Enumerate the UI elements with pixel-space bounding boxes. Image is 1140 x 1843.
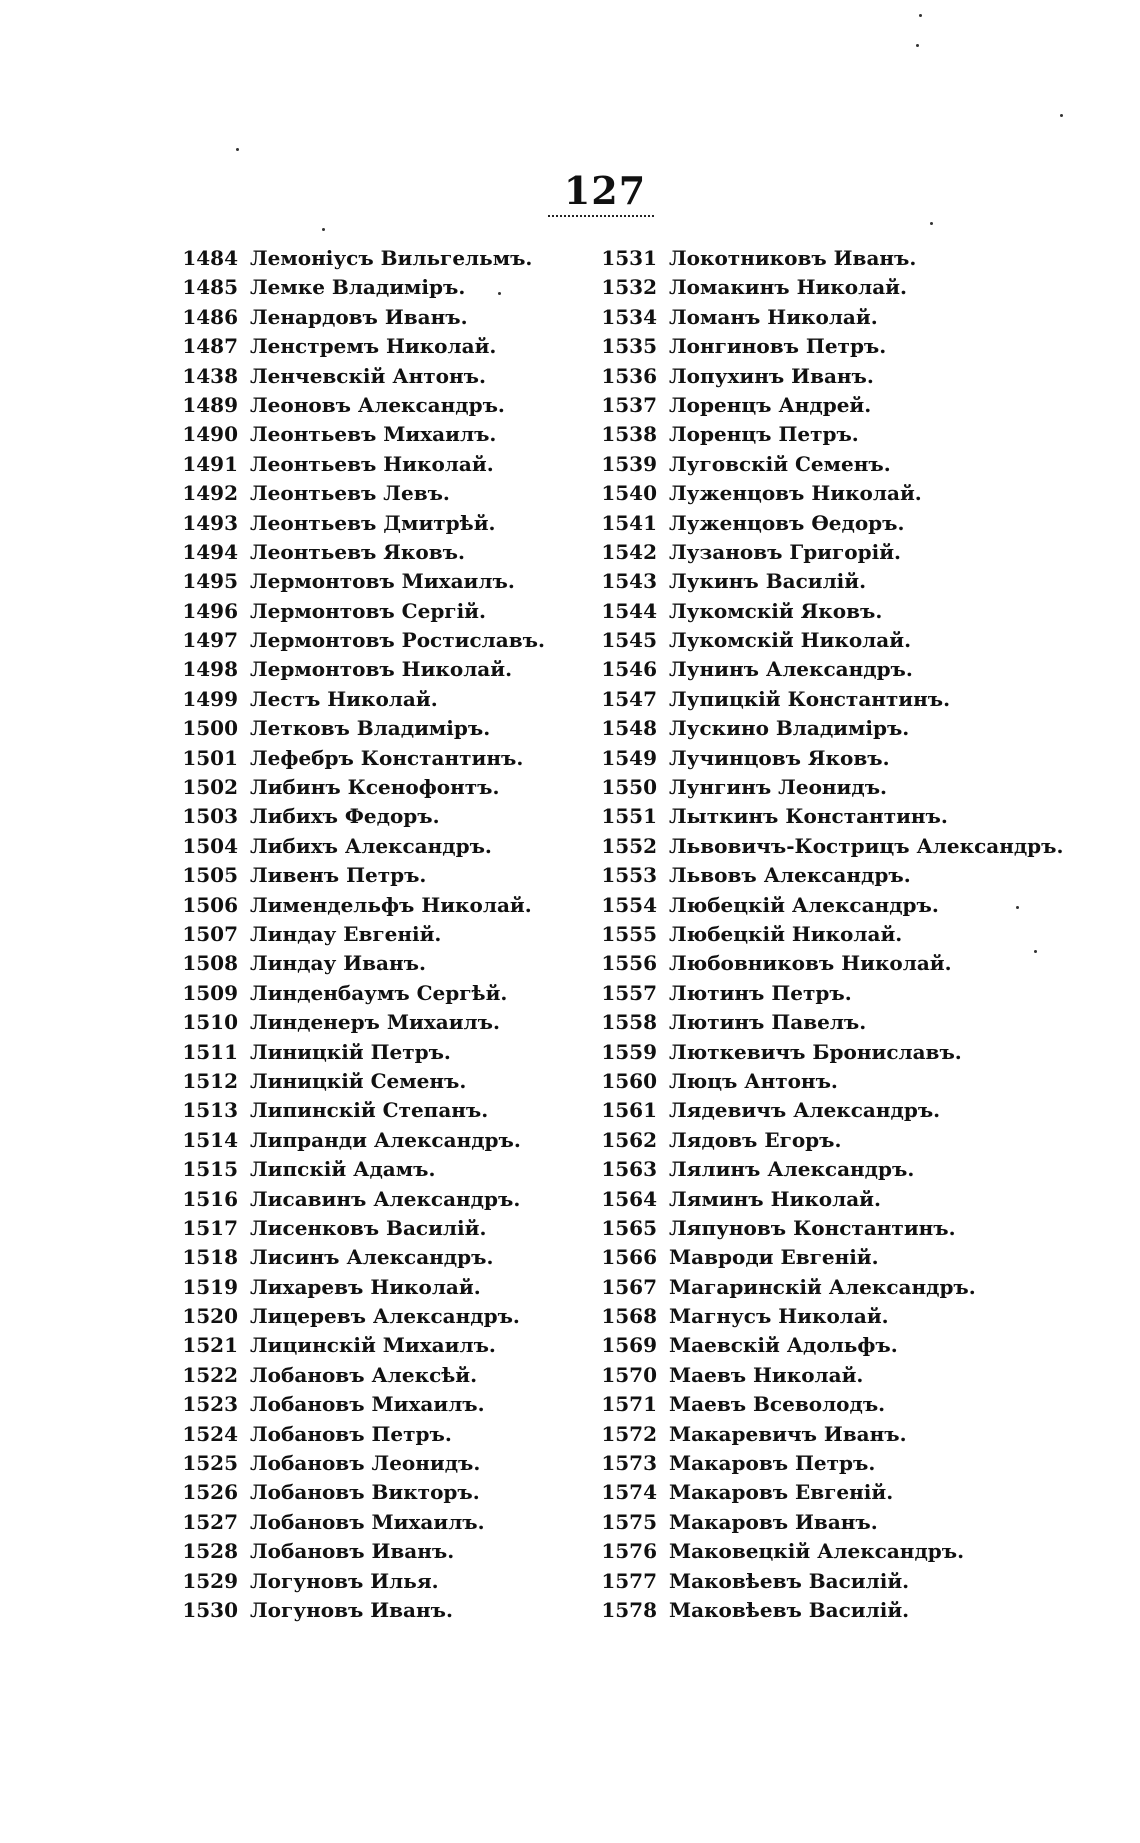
entry-name: Макаровъ Евгеній. <box>669 1480 894 1505</box>
print-speck <box>919 14 922 17</box>
entry-name: Лукинъ Василій. <box>669 569 867 594</box>
list-entry <box>178 1567 545 1596</box>
entry-number: 1539 <box>601 451 657 476</box>
entry-name: Лисавинъ Александръ. <box>250 1186 521 1211</box>
list-entry <box>178 1096 545 1125</box>
entry-name: Лупицкій Константинъ. <box>669 686 951 711</box>
list-entry <box>178 597 545 626</box>
list-entry <box>178 714 545 743</box>
entry-name: Локотниковъ Иванъ. <box>669 246 917 270</box>
entry-name: Лютинъ Петръ. <box>669 980 852 1005</box>
entry-number: 1555 <box>601 921 657 946</box>
list-entry <box>597 332 1063 361</box>
list-entry <box>597 1243 1063 1272</box>
list-entry <box>597 1508 1063 1537</box>
entry-number: 1492 <box>182 481 238 506</box>
list-entry <box>178 861 545 890</box>
entry-number: 1562 <box>601 1127 657 1152</box>
entry-name: Маевъ Всеволодъ. <box>669 1392 886 1417</box>
list-entry <box>178 420 545 449</box>
entry-name: Липранди Александръ. <box>250 1127 521 1152</box>
entry-number: 1526 <box>182 1480 238 1505</box>
entry-number: 1557 <box>601 980 657 1005</box>
print-speck <box>322 228 325 231</box>
entry-name: Лыткинъ Константинъ. <box>669 804 948 829</box>
entry-name: Лобановъ Викторъ. <box>250 1480 480 1505</box>
entry-name: Ломанъ Николай. <box>669 304 878 329</box>
entry-name: Люцъ Антонъ. <box>669 1068 838 1093</box>
list-entry <box>597 1478 1063 1507</box>
entry-number: 1578 <box>601 1597 657 1622</box>
list-entry <box>597 391 1063 420</box>
list-entry <box>178 949 545 978</box>
entry-number: 1528 <box>182 1539 238 1564</box>
list-entry <box>178 1155 545 1184</box>
list-entry <box>178 391 545 420</box>
entry-number: 1572 <box>601 1421 657 1446</box>
entry-name: Лобановъ Иванъ. <box>250 1539 455 1564</box>
entry-number: 1527 <box>182 1509 238 1534</box>
print-speck <box>236 148 239 151</box>
entry-name: Ливенъ Петръ. <box>250 863 427 888</box>
list-entry <box>178 626 545 655</box>
entry-number: 1551 <box>601 804 657 829</box>
entry-number: 1541 <box>601 510 657 535</box>
entry-name: Лукомскій Яковъ. <box>669 598 883 623</box>
entry-number: 1525 <box>182 1451 238 1476</box>
entry-number: 1495 <box>182 569 238 594</box>
entry-name: Линдау Иванъ. <box>250 951 426 976</box>
entry-name: Ломакинъ Николай. <box>669 275 907 300</box>
entry-name: Лунинъ Александръ. <box>669 657 913 682</box>
list-entry <box>178 1508 545 1537</box>
entry-number: 1507 <box>182 921 238 946</box>
entry-name: Лермонтовъ Ростиславъ. <box>250 628 545 653</box>
list-entry <box>178 1449 545 1478</box>
entry-number: 1545 <box>601 628 657 653</box>
list-entry <box>597 891 1063 920</box>
entry-name: Линденбаумъ Сергѣй. <box>250 980 508 1005</box>
entry-name: Летковъ Владиміръ. <box>250 716 491 741</box>
list-entry <box>178 685 545 714</box>
entry-number: 1498 <box>182 657 238 682</box>
entry-name: Лемоніусъ Вильгельмъ. <box>250 246 533 270</box>
entry-number: 1513 <box>182 1098 238 1123</box>
entry-name: Либихъ Александръ. <box>250 833 492 858</box>
list-entry <box>597 362 1063 391</box>
page-number: 127 <box>563 168 647 213</box>
entry-number: 1547 <box>601 686 657 711</box>
entry-number: 1567 <box>601 1274 657 1299</box>
list-entry <box>597 1302 1063 1331</box>
list-entry <box>178 362 545 391</box>
list-entry <box>597 1155 1063 1184</box>
list-entry <box>178 832 545 861</box>
entry-name: Лопухинъ Иванъ. <box>669 363 874 388</box>
list-entry <box>597 479 1063 508</box>
list-entry <box>178 920 545 949</box>
entry-name: Логуновъ Иванъ. <box>250 1597 453 1622</box>
list-entry <box>178 891 545 920</box>
entry-number: 1517 <box>182 1215 238 1240</box>
entry-number: 1501 <box>182 745 238 770</box>
entry-name: Линицкій Петръ. <box>250 1039 451 1064</box>
list-entry <box>597 244 1063 273</box>
entry-name: Маковецкій Александръ. <box>669 1539 965 1564</box>
entry-number: 1535 <box>601 334 657 359</box>
entry-name: Макаревичъ Иванъ. <box>669 1421 907 1446</box>
entry-number: 1530 <box>182 1597 238 1622</box>
entry-name: Леоновъ Александръ. <box>250 392 505 417</box>
entry-number: 1522 <box>182 1362 238 1387</box>
entry-number: 1574 <box>601 1480 657 1505</box>
list-entry <box>597 597 1063 626</box>
entry-number: 1566 <box>601 1245 657 1270</box>
list-entry <box>597 626 1063 655</box>
entry-number: 1569 <box>601 1333 657 1358</box>
entry-name: Липинскій Степанъ. <box>250 1098 489 1123</box>
entry-number: 1538 <box>601 422 657 447</box>
entry-number: 1518 <box>182 1245 238 1270</box>
entry-name: Маковѣевъ Василій. <box>669 1568 910 1593</box>
entry-number: 1484 <box>182 246 238 270</box>
entry-number: 1502 <box>182 775 238 800</box>
list-entry <box>178 744 545 773</box>
entry-name: Линденеръ Михаилъ. <box>250 1010 500 1035</box>
entry-name: Ленардовъ Иванъ. <box>250 304 468 329</box>
entry-name: Маевъ Николай. <box>669 1362 864 1387</box>
list-entry <box>597 1214 1063 1243</box>
list-entry <box>597 1008 1063 1037</box>
list-entry <box>597 567 1063 596</box>
entry-name: Либинъ Ксенофонтъ. <box>250 775 500 800</box>
list-entry <box>178 1331 545 1360</box>
list-entry <box>597 303 1063 332</box>
entry-name: Львовъ Александръ. <box>669 863 911 888</box>
list-entry <box>178 773 545 802</box>
list-entry <box>178 450 545 479</box>
entry-number: 1496 <box>182 598 238 623</box>
entry-number: 1571 <box>601 1392 657 1417</box>
entry-number: 1516 <box>182 1186 238 1211</box>
list-entry <box>597 538 1063 567</box>
entry-name: Лемке Владиміръ. <box>250 275 466 300</box>
entry-name: Лицеревъ Александръ. <box>250 1304 520 1329</box>
entry-number: 1546 <box>601 657 657 682</box>
entry-name: Леонтьевъ Левъ. <box>250 481 450 506</box>
entry-number: 1490 <box>182 422 238 447</box>
entry-number: 1534 <box>601 304 657 329</box>
entry-name: Лоренцъ Петръ. <box>669 422 859 447</box>
entry-number: 1500 <box>182 716 238 741</box>
list-entry <box>178 1537 545 1566</box>
entry-name: Лестъ Николай. <box>250 686 438 711</box>
list-entry <box>178 538 545 567</box>
list-entry <box>597 655 1063 684</box>
entry-name: Лютинъ Павелъ. <box>669 1010 867 1035</box>
entry-name: Лоренцъ Андрей. <box>669 392 872 417</box>
entry-number: 1565 <box>601 1215 657 1240</box>
list-entry <box>178 244 545 273</box>
print-speck <box>916 44 919 47</box>
entry-name: Лядевичъ Александръ. <box>669 1098 941 1123</box>
entry-name: Луженцовъ Николай. <box>669 481 922 506</box>
entry-name: Леонтьевъ Михаилъ. <box>250 422 497 447</box>
entry-name: Леонтьевъ Яковъ. <box>250 539 465 564</box>
entry-name: Лимендельфъ Николай. <box>250 892 532 917</box>
list-entry <box>597 1067 1063 1096</box>
entry-name: Либихъ Федоръ. <box>250 804 440 829</box>
entry-name: Маевскій Адольфъ. <box>669 1333 898 1358</box>
list-entry <box>178 655 545 684</box>
entry-number: 1508 <box>182 951 238 976</box>
entry-number: 1514 <box>182 1127 238 1152</box>
list-entry <box>597 273 1063 302</box>
entry-number: 1552 <box>601 833 657 858</box>
entry-number: 1550 <box>601 775 657 800</box>
entry-number: 1493 <box>182 510 238 535</box>
entry-number: 1554 <box>601 892 657 917</box>
list-entry <box>597 1126 1063 1155</box>
entry-name: Линицкій Семенъ. <box>250 1068 467 1093</box>
entry-name: Макаровъ Петръ. <box>669 1451 876 1476</box>
entry-number: 1558 <box>601 1010 657 1035</box>
entry-name: Лукомскій Николай. <box>669 628 912 653</box>
entry-name: Линдау Евгеній. <box>250 921 442 946</box>
entry-name: Лермонтовъ Николай. <box>250 657 513 682</box>
list-entry <box>597 1449 1063 1478</box>
list-entry <box>178 1273 545 1302</box>
entry-number: 1560 <box>601 1068 657 1093</box>
list-entry <box>597 420 1063 449</box>
entry-number: 1504 <box>182 833 238 858</box>
list-entry <box>178 1390 545 1419</box>
entry-number: 1519 <box>182 1274 238 1299</box>
entry-number: 1537 <box>601 392 657 417</box>
entry-name: Лонгиновъ Петръ. <box>669 334 887 359</box>
list-entry <box>178 273 545 302</box>
entry-name: Мавроди Евгеній. <box>669 1245 879 1270</box>
entry-number: 1549 <box>601 745 657 770</box>
list-entry <box>178 1008 545 1037</box>
entry-name: Лобановъ Михаилъ. <box>250 1509 485 1534</box>
list-entry <box>597 1096 1063 1125</box>
entry-name: Лихаревъ Николай. <box>250 1274 481 1299</box>
list-entry <box>178 1478 545 1507</box>
right-entry-column <box>597 244 1063 1625</box>
list-entry <box>178 802 545 831</box>
entry-name: Леонтьевъ Дмитрѣй. <box>250 510 496 535</box>
print-speck <box>930 222 933 225</box>
entry-name: Ленстремъ Николай. <box>250 334 497 359</box>
list-entry <box>597 1420 1063 1449</box>
list-entry <box>178 1361 545 1390</box>
entry-number: 1568 <box>601 1304 657 1329</box>
list-entry <box>597 685 1063 714</box>
entry-number: 1548 <box>601 716 657 741</box>
entry-number: 1564 <box>601 1186 657 1211</box>
left-entry-column <box>178 244 545 1625</box>
list-entry <box>178 567 545 596</box>
entry-number: 1524 <box>182 1421 238 1446</box>
entry-name: Макаровъ Иванъ. <box>669 1509 878 1534</box>
entry-name: Логуновъ Илья. <box>250 1568 439 1593</box>
entry-number: 1489 <box>182 392 238 417</box>
list-entry <box>178 479 545 508</box>
entry-name: Маковѣевъ Василій. <box>669 1597 910 1622</box>
list-entry <box>597 509 1063 538</box>
list-entry <box>178 1126 545 1155</box>
entry-name: Лялинъ Александръ. <box>669 1157 915 1182</box>
list-entry <box>597 1038 1063 1067</box>
entry-name: Лисенковъ Василій. <box>250 1215 487 1240</box>
entry-name: Магаринскій Александръ. <box>669 1274 976 1299</box>
list-entry <box>178 979 545 1008</box>
list-entry <box>597 1331 1063 1360</box>
entry-name: Леонтьевъ Николай. <box>250 451 494 476</box>
list-entry <box>597 714 1063 743</box>
entry-number: 1512 <box>182 1068 238 1093</box>
entry-name: Липскій Адамъ. <box>250 1157 436 1182</box>
entry-name: Любецкій Николай. <box>669 921 903 946</box>
list-entry <box>178 1214 545 1243</box>
list-entry <box>597 1567 1063 1596</box>
list-entry <box>178 1420 545 1449</box>
list-entry <box>597 949 1063 978</box>
entry-name: Ленчевскій Антонъ. <box>250 363 486 388</box>
entry-name: Лучинцовъ Яковъ. <box>669 745 890 770</box>
entry-number: 1523 <box>182 1392 238 1417</box>
entry-number: 1491 <box>182 451 238 476</box>
list-entry <box>178 303 545 332</box>
entry-name: Лядовъ Егоръ. <box>669 1127 842 1152</box>
list-entry <box>597 802 1063 831</box>
entry-number: 1543 <box>601 569 657 594</box>
entry-number: 1510 <box>182 1010 238 1035</box>
list-entry <box>597 1596 1063 1625</box>
print-speck <box>1060 114 1063 117</box>
entry-number: 1544 <box>601 598 657 623</box>
list-entry <box>178 509 545 538</box>
entry-number: 1556 <box>601 951 657 976</box>
list-entry <box>597 979 1063 1008</box>
entry-number: 1486 <box>182 304 238 329</box>
entry-number: 1438 <box>182 363 238 388</box>
entry-number: 1575 <box>601 1509 657 1534</box>
entry-name: Лускино Владиміръ. <box>669 716 910 741</box>
entry-number: 1542 <box>601 539 657 564</box>
entry-name: Люткевичъ Брониславъ. <box>669 1039 962 1064</box>
entry-name: Лобановъ Михаилъ. <box>250 1392 485 1417</box>
page-number-underline <box>548 215 654 217</box>
entry-name: Львовичъ-Кострицъ Александръ. <box>669 833 1064 858</box>
list-entry <box>597 1185 1063 1214</box>
list-entry <box>178 1067 545 1096</box>
list-entry <box>597 744 1063 773</box>
list-entry <box>178 1302 545 1331</box>
entry-name: Луговскій Семенъ. <box>669 451 891 476</box>
entry-number: 1561 <box>601 1098 657 1123</box>
entry-number: 1506 <box>182 892 238 917</box>
list-entry <box>597 1361 1063 1390</box>
entry-number: 1497 <box>182 628 238 653</box>
list-entry <box>178 1185 545 1214</box>
entry-number: 1509 <box>182 980 238 1005</box>
list-entry <box>178 1596 545 1625</box>
entry-name: Лобановъ Алексѣй. <box>250 1362 478 1387</box>
entry-name: Лузановъ Григорій. <box>669 539 901 564</box>
entry-number: 1499 <box>182 686 238 711</box>
list-entry <box>597 1273 1063 1302</box>
entry-name: Луженцовъ Өедоръ. <box>669 510 905 535</box>
entry-name: Лунгинъ Леонидъ. <box>669 775 888 800</box>
entry-name: Лермонтовъ Сергій. <box>250 598 486 623</box>
entry-name: Лермонтовъ Михаилъ. <box>250 569 515 594</box>
list-entry <box>178 332 545 361</box>
list-entry <box>597 773 1063 802</box>
entry-number: 1494 <box>182 539 238 564</box>
entry-name: Лисинъ Александръ. <box>250 1245 494 1270</box>
list-entry <box>597 1390 1063 1419</box>
entry-number: 1577 <box>601 1568 657 1593</box>
entry-number: 1553 <box>601 863 657 888</box>
entry-name: Ляпуновъ Константинъ. <box>669 1215 956 1240</box>
entry-number: 1563 <box>601 1157 657 1182</box>
entry-number: 1503 <box>182 804 238 829</box>
entry-number: 1576 <box>601 1539 657 1564</box>
entry-number: 1485 <box>182 275 238 300</box>
entry-number: 1573 <box>601 1451 657 1476</box>
entry-number: 1487 <box>182 334 238 359</box>
list-entry <box>597 920 1063 949</box>
entry-number: 1515 <box>182 1157 238 1182</box>
entry-name: Лобановъ Леонидъ. <box>250 1451 481 1476</box>
entry-name: Лицинскій Михаилъ. <box>250 1333 496 1358</box>
list-entry <box>597 832 1063 861</box>
list-entry <box>597 450 1063 479</box>
entry-name: Любецкій Александръ. <box>669 892 939 917</box>
entry-name: Лобановъ Петръ. <box>250 1421 452 1446</box>
list-entry <box>178 1243 545 1272</box>
list-entry <box>178 1038 545 1067</box>
entry-number: 1540 <box>601 481 657 506</box>
entry-number: 1521 <box>182 1333 238 1358</box>
entry-number: 1529 <box>182 1568 238 1593</box>
entry-number: 1505 <box>182 863 238 888</box>
entry-name: Магнусъ Николай. <box>669 1304 889 1329</box>
entry-name: Любовниковъ Николай. <box>669 951 952 976</box>
entry-number: 1532 <box>601 275 657 300</box>
entry-number: 1531 <box>601 246 657 270</box>
entry-number: 1511 <box>182 1039 238 1064</box>
entry-number: 1570 <box>601 1362 657 1387</box>
entry-number: 1536 <box>601 363 657 388</box>
entry-number: 1520 <box>182 1304 238 1329</box>
entry-name: Ляминъ Николай. <box>669 1186 881 1211</box>
entry-number: 1559 <box>601 1039 657 1064</box>
list-entry <box>597 861 1063 890</box>
list-entry <box>597 1537 1063 1566</box>
entry-name: Лефебръ Константинъ. <box>250 745 524 770</box>
